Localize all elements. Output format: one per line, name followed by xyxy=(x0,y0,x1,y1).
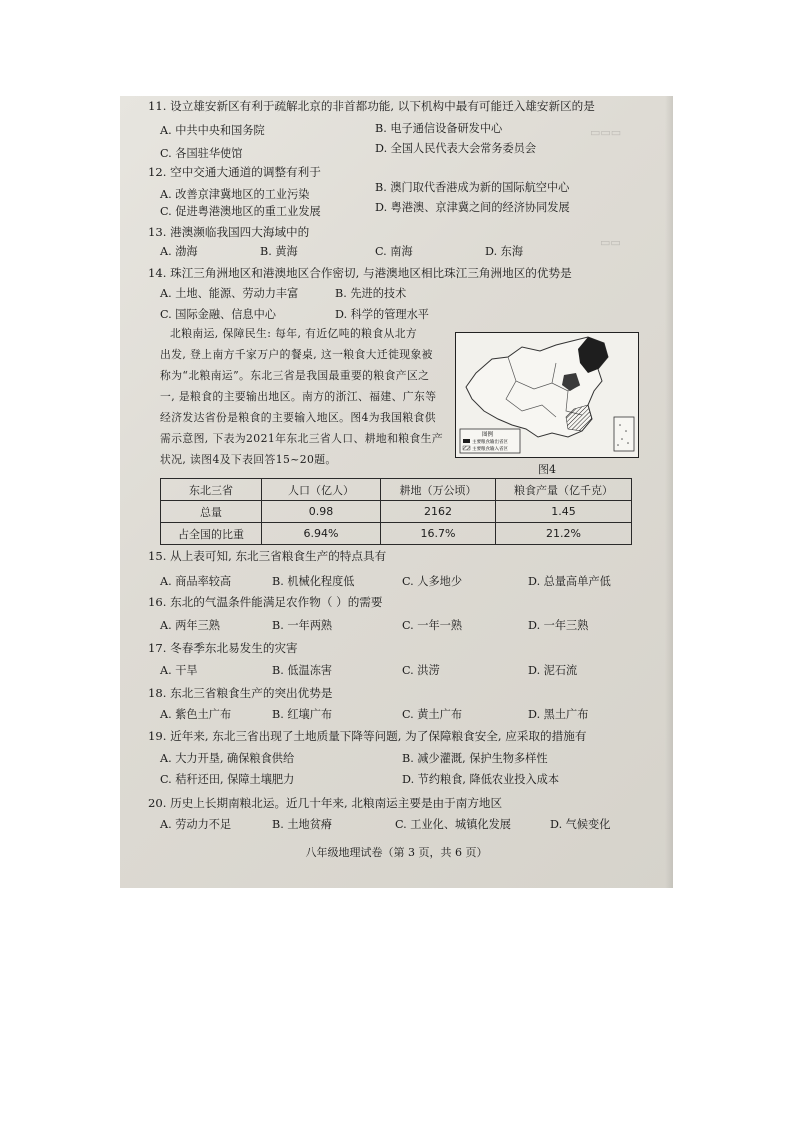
q16-option-d: D. 一年三熟 xyxy=(528,619,589,632)
q20-option-b: B. 土地贫瘠 xyxy=(272,818,333,831)
q15-option-b: B. 机械化程度低 xyxy=(272,575,355,588)
q11-option-a: A. 中共中央和国务院 xyxy=(160,124,265,137)
q20-option-d: D. 气候变化 xyxy=(550,818,611,831)
q16-option-c: C. 一年一熟 xyxy=(402,619,463,632)
q20-option-a: A. 劳动力不足 xyxy=(160,818,232,831)
passage-line: 一, 是粮食的主要输出地区。南方的浙江、福建、广东等 xyxy=(160,390,437,403)
table-cell: 21.2% xyxy=(496,523,632,545)
map-graphic xyxy=(456,333,638,457)
table-cell: 0.98 xyxy=(262,501,381,523)
table-cell: 6.94% xyxy=(262,523,381,545)
q11-option-d: D. 全国人民代表大会常务委员会 xyxy=(375,142,537,155)
q17-option-b: B. 低温冻害 xyxy=(272,664,333,677)
show-through-mark: ▭▭ xyxy=(600,236,621,249)
q11-option-b: B. 电子通信设备研发中心 xyxy=(375,122,503,135)
legend-input-swatch xyxy=(463,446,470,450)
q13-option-d: D. 东海 xyxy=(485,245,524,258)
q18-option-a: A. 紫色土广布 xyxy=(160,708,232,721)
q14-option-b: B. 先进的技术 xyxy=(335,287,407,300)
q19-option-a: A. 大力开垦, 确保粮食供给 xyxy=(160,752,295,765)
map-legend-output: 主要粮食输出省区 xyxy=(472,440,508,445)
q13-option-a: A. 渤海 xyxy=(160,245,198,258)
south-china-sea-inset xyxy=(614,417,634,451)
question-11-stem: 11. 设立雄安新区有利于疏解北京的非首都功能, 以下机构中最有可能迁入雄安新区的是 xyxy=(148,99,595,113)
q18-option-c: C. 黄土广布 xyxy=(402,708,463,721)
northeast-data-table xyxy=(160,478,632,545)
question-20-stem: 20. 历史上长期南粮北运。近几十年来, 北粮南运主要是由于南方地区 xyxy=(148,796,503,810)
q12-option-b: B. 澳门取代香港成为新的国际航空中心 xyxy=(375,181,570,194)
q20-option-c: C. 工业化、城镇化发展 xyxy=(395,818,511,831)
question-12-stem: 12. 空中交通大通道的调整有利于 xyxy=(148,165,321,179)
q11-option-c: C. 各国驻华使馆 xyxy=(160,147,243,160)
q14-option-d: D. 科学的管理水平 xyxy=(335,308,429,321)
q13-option-c: C. 南海 xyxy=(375,245,413,258)
q12-option-d: D. 粤港澳、京津冀之间的经济协同发展 xyxy=(375,201,570,214)
china-grain-supply-map xyxy=(455,332,639,458)
table-cell: 16.7% xyxy=(381,523,496,545)
q19-option-d: D. 节约粮食, 降低农业投入成本 xyxy=(402,773,560,786)
legend-output-swatch xyxy=(463,439,470,443)
passage-line: 出发, 登上南方千家万户的餐桌, 这一粮食大迁徙现象被 xyxy=(160,348,433,361)
q15-option-c: C. 人多地少 xyxy=(402,575,463,588)
question-13-stem: 13. 港澳濒临我国四大海域中的 xyxy=(148,225,310,239)
q17-option-d: D. 泥石流 xyxy=(528,664,578,677)
map-legend-input: 主要粮食输入省区 xyxy=(472,447,508,452)
question-16-stem: 16. 东北的气温条件能满足农作物（ ）的需要 xyxy=(148,595,383,609)
table-header-row xyxy=(161,479,632,501)
q16-option-b: B. 一年两熟 xyxy=(272,619,333,632)
table-header-cell: 耕地（万公顷） xyxy=(381,479,496,501)
question-15-stem: 15. 从上表可知, 东北三省粮食生产的特点具有 xyxy=(148,549,387,563)
table-row xyxy=(161,501,632,523)
q14-option-c: C. 国际金融、信息中心 xyxy=(160,308,276,321)
q19-option-c: C. 秸秆还田, 保障土壤肥力 xyxy=(160,773,295,786)
table-cell: 2162 xyxy=(381,501,496,523)
map-legend-title: 图例 xyxy=(482,432,494,438)
q18-option-b: B. 红壤广布 xyxy=(272,708,333,721)
q12-option-c: C. 促进粤港澳地区的重工业发展 xyxy=(160,205,321,218)
q14-option-a: A. 土地、能源、劳动力丰富 xyxy=(160,287,299,300)
passage-line: 称为“北粮南运”。东北三省是我国最重要的粮食产区之 xyxy=(160,369,430,382)
table-header-cell: 人口（亿人） xyxy=(262,479,381,501)
passage-line: 需示意图, 下表为2021年东北三省人口、耕地和粮食生产 xyxy=(160,432,444,445)
exam-page-photo xyxy=(120,96,673,888)
q13-option-b: B. 黄海 xyxy=(260,245,298,258)
q15-option-d: D. 总量高单产低 xyxy=(528,575,611,588)
paper-shadow-edge xyxy=(665,96,673,888)
q16-option-a: A. 两年三熟 xyxy=(160,619,220,632)
table-cell: 占全国的比重 xyxy=(161,523,262,545)
figure-4-caption: 图4 xyxy=(538,463,556,476)
q17-option-c: C. 洪涝 xyxy=(402,664,440,677)
question-14-stem: 14. 珠江三角洲地区和港澳地区合作密切, 与港澳地区相比珠江三角洲地区的优势是 xyxy=(148,266,572,280)
table-cell: 1.45 xyxy=(496,501,632,523)
page-footer: 八年级地理试卷（第 3 页，共 6 页） xyxy=(305,846,488,859)
q15-option-a: A. 商品率较高 xyxy=(160,575,232,588)
table-cell: 总量 xyxy=(161,501,262,523)
question-17-stem: 17. 冬春季东北易发生的灾害 xyxy=(148,641,298,655)
show-through-mark: ▭▭▭ xyxy=(590,126,622,139)
table-row xyxy=(161,523,632,545)
passage-line: 状况, 读图4及下表回答15~20题。 xyxy=(160,453,337,466)
passage-line: 北粮南运, 保障民生: 每年, 有近亿吨的粮食从北方 xyxy=(170,327,418,340)
q18-option-d: D. 黑土广布 xyxy=(528,708,589,721)
question-18-stem: 18. 东北三省粮食生产的突出优势是 xyxy=(148,686,333,700)
table-header-cell: 粮食产量（亿千克） xyxy=(496,479,632,501)
table-header-cell: 东北三省 xyxy=(161,479,262,501)
q12-option-a: A. 改善京津冀地区的工业污染 xyxy=(160,188,310,201)
passage-line: 经济发达省份是粮食的主要输入地区。图4为我国粮食供 xyxy=(160,411,436,424)
q19-option-b: B. 减少灌溉, 保护生物多样性 xyxy=(402,752,548,765)
question-19-stem: 19. 近年来, 东北三省出现了土地质量下降等问题, 为了保障粮食安全, 应采取的措施有 xyxy=(148,729,587,743)
q17-option-a: A. 干旱 xyxy=(160,664,198,677)
